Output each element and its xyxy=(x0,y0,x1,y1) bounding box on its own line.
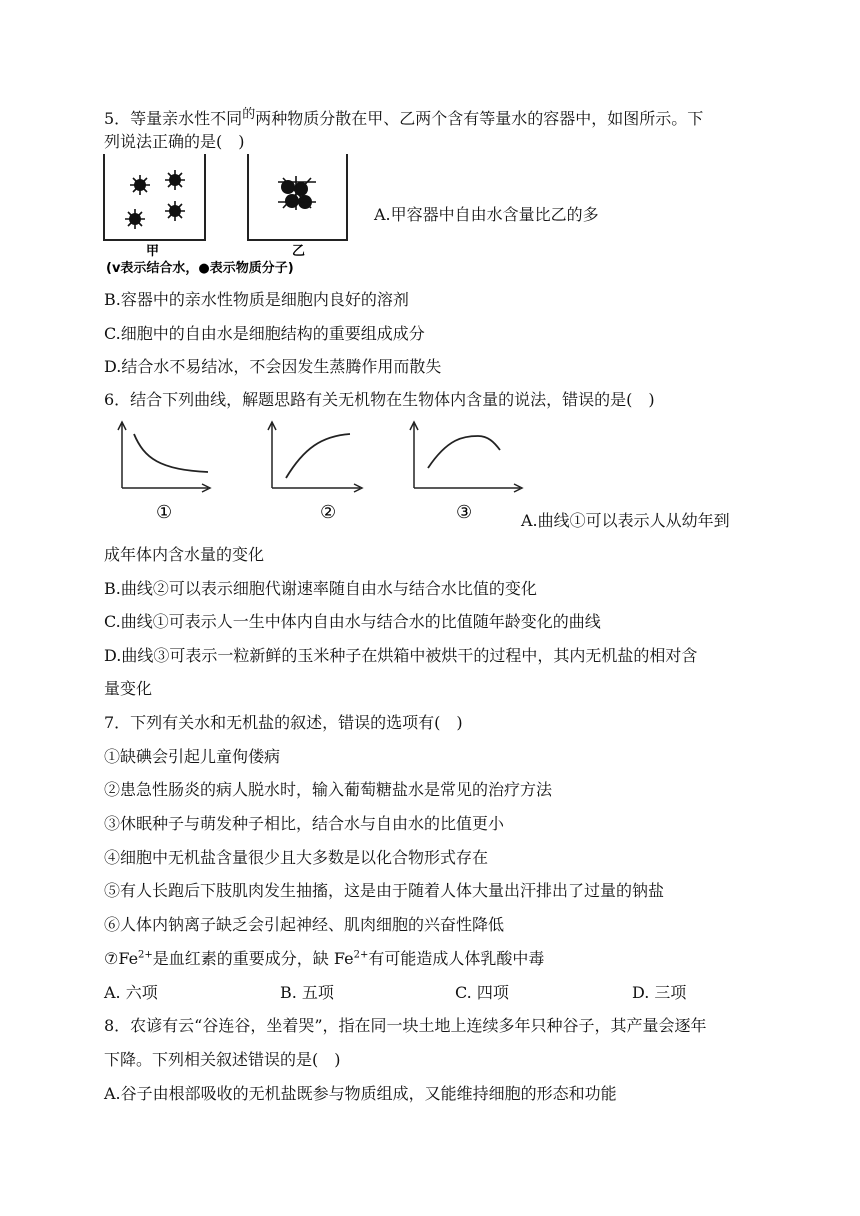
q6-curve-label-3: ③ xyxy=(456,502,473,523)
q5-option-d: D.结合水不易结冰，不会因发生蒸腾作用而散失 xyxy=(104,357,442,376)
q7-item-6: ⑥人体内钠离子缺乏会引起神经、肌肉细胞的兴奋性降低 xyxy=(104,915,505,934)
q7-option-b: B. 五项 xyxy=(280,983,334,1002)
q5-label-yi: 乙 xyxy=(292,244,306,259)
q7-option-d: D. 三项 xyxy=(632,983,687,1002)
q7-item-4: ④细胞中无机盐含量很少且大多数是以化合物形式存在 xyxy=(104,848,489,867)
q5-label-jia: 甲 xyxy=(146,244,160,259)
q6-option-a-part1: A.曲线①可以表示人从幼年到 xyxy=(521,511,730,530)
q6-option-d-part2: 量变化 xyxy=(104,679,153,698)
q5-option-a: A.甲容器中自由水含量比乙的多 xyxy=(374,205,599,224)
q5-figure-caption: (v表示结合水，●表示物质分子) xyxy=(106,261,294,276)
q7-item-7: $⑦Fe^{2+}$是血红素的重要成分，缺 $Fe^{2+}$有可能造成人体乳酸中毒 xyxy=(104,949,545,968)
q7-item-1: ①缺碘会引起儿童佝偻病 xyxy=(104,747,281,766)
q5-stem-small-char: 的 xyxy=(242,107,256,122)
q7-item-2: ②患急性肠炎的病人脱水时，输入葡萄糖盐水是常见的治疗方法 xyxy=(104,780,553,799)
q5-stem-line2: 列说法正确的是( ) xyxy=(104,132,245,151)
q7-option-a: A. 六项 xyxy=(104,983,158,1002)
q6-option-a-part2: 成年体内含水量的变化 xyxy=(104,545,265,564)
q7-item-3: ③休眠种子与萌发种子相比，结合水与自由水的比值更小 xyxy=(104,814,505,833)
q7-stem: 7．下列有关水和无机盐的叙述，错误的选项有( ) xyxy=(104,713,463,732)
q7-item-5: ⑤有人长跑后下肢肌肉发生抽搐，这是由于随着人体大量出汗排出了过量的钠盐 xyxy=(104,881,665,900)
q6-stem: 6．结合下列曲线，解题思路有关无机物在生物体内含量的说法，错误的是( ) xyxy=(104,390,655,409)
q5-option-b: B.容器中的亲水性物质是细胞内良好的溶剂 xyxy=(104,290,409,309)
q5-container-figure xyxy=(102,154,392,278)
q7-option-c: C. 四项 xyxy=(455,983,509,1002)
q8-stem-line1: 8．农谚有云“谷连谷，坐着哭”，指在同一块土地上连续多年只种谷子，其产量会逐年 xyxy=(104,1016,707,1035)
q5-stem-line1: 5．等量亲水性不同$^的$两种物质分散在甲、乙两个含有等量水的容器中，如图所示。下 xyxy=(104,107,704,128)
q6-curve-label-2: ② xyxy=(320,502,337,523)
q8-stem-line2: 下降。下列相关叙述错误的是( ) xyxy=(104,1050,341,1069)
q6-curve-figure xyxy=(108,418,528,528)
q6-option-c: C.曲线①可表示人一生中体内自由水与结合水的比值随年龄变化的曲线 xyxy=(104,612,601,631)
q8-option-a: A.谷子由根部吸收的无机盐既参与物质组成，又能维持细胞的形态和功能 xyxy=(104,1084,617,1103)
q6-option-d-part1: D.曲线③可表示一粒新鲜的玉米种子在烘箱中被烘干的过程中，其内无机盐的相对含 xyxy=(104,646,698,665)
q6-option-b: B.曲线②可以表示细胞代谢速率随自由水与结合水比值的变化 xyxy=(104,579,537,598)
q5-option-c: C.细胞中的自由水是细胞结构的重要组成成分 xyxy=(104,324,425,343)
q6-curve-label-1: ① xyxy=(156,502,173,523)
